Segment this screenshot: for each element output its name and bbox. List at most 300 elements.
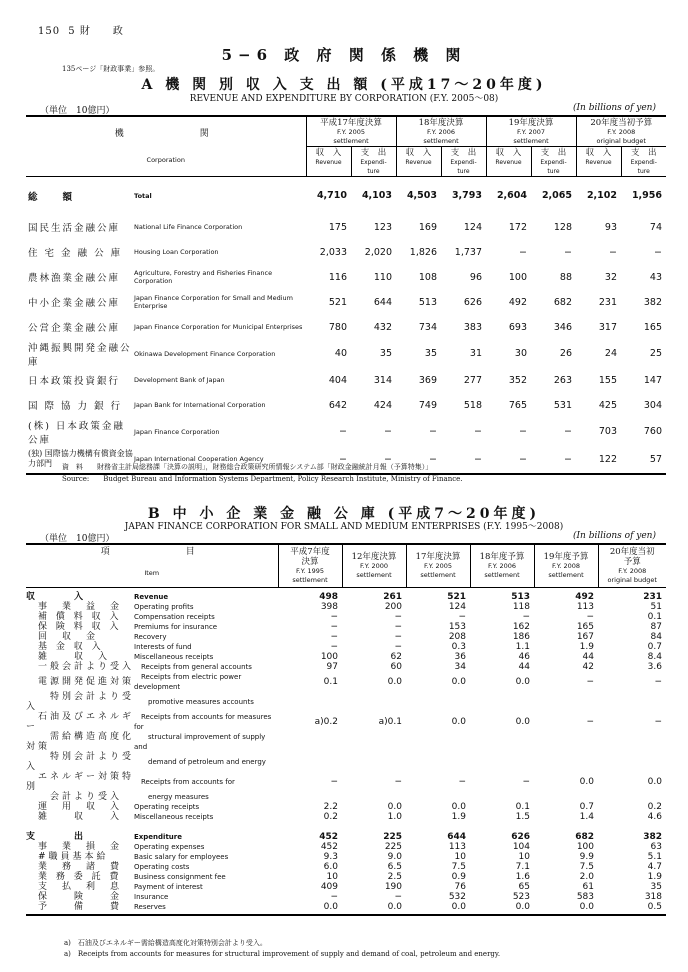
cell-value: 0.5 — [647, 902, 662, 912]
row-label-jp: 国 際 協 力 銀 行 — [28, 401, 123, 412]
cell-value: 65 — [518, 882, 530, 892]
cell-value: 100 — [508, 271, 527, 283]
row-label-jp: 日本政策投資銀行 — [28, 376, 121, 387]
cell-value: 84 — [650, 632, 662, 642]
cell-value: 61 — [582, 882, 594, 892]
table-row — [26, 882, 666, 892]
cell-value: 44 — [582, 652, 594, 662]
table-a-title: A 機 関 別 収 入 支 出 額 (平成17～20年度) — [141, 77, 547, 93]
cell-value: 6.0 — [323, 862, 338, 872]
cell-value: 492 — [508, 296, 527, 308]
table-row — [26, 662, 666, 672]
cell-value: 626 — [463, 296, 482, 308]
cell-value: 100 — [320, 652, 338, 662]
cell-value: 765 — [508, 399, 527, 411]
cell-value: 231 — [643, 592, 662, 602]
cell-value: 452 — [320, 842, 338, 852]
cell-value: − — [394, 612, 402, 622]
row-label-jp: 回 収 金 — [26, 632, 99, 642]
cell-value: 521 — [328, 296, 347, 308]
row-label-en: Basic salary for employees — [134, 853, 229, 861]
cell-value: 231 — [598, 296, 617, 308]
cell-value: − — [339, 453, 347, 465]
year-jp: 平成17年度決算 — [320, 118, 382, 128]
cell-value: 0.7 — [579, 802, 594, 812]
cell-value: 10 — [454, 852, 466, 862]
cell-value: − — [330, 622, 338, 632]
row-label-en: Development Bank of Japan — [134, 376, 225, 384]
cell-value: − — [458, 777, 466, 787]
cell-value: 346 — [553, 321, 572, 333]
cell-value: − — [586, 677, 594, 687]
row-label-jp: 特別会計より受入 — [26, 692, 135, 712]
table-row — [26, 822, 666, 842]
row-label-jp: 沖縄振興開発金融公庫 — [28, 342, 132, 368]
cell-value: − — [330, 632, 338, 642]
cell-value: 0.9 — [451, 872, 466, 882]
expenditure-header — [531, 147, 576, 177]
table-a-source-jp: 資 料 財務省主計局総務課「決算の説明」，財務総合政策研究所情報システム部「財政金融統計月報（予算特集）」 — [62, 463, 433, 471]
cell-value: 0.1 — [647, 612, 662, 622]
table-row — [26, 612, 666, 622]
rev-en: Revenue — [585, 159, 612, 166]
cell-value: 5.1 — [647, 852, 662, 862]
table-row — [26, 842, 666, 852]
exp-jp: 支 出 — [450, 148, 477, 158]
row-label-jp: 石油及びエネルギー — [26, 712, 135, 732]
table-row — [26, 215, 666, 240]
cell-value: 165 — [576, 622, 594, 632]
table-a-source-en: Source: Budget Bureau and Information Systems Department, Policy Research Institute, Ministry of Finance. — [62, 475, 463, 483]
year-en-type: settlement — [548, 571, 584, 579]
row-label-en: promotive measures accounts — [134, 698, 254, 706]
row-label-en: Operating expenses — [134, 843, 205, 851]
cell-value: 0.0 — [647, 777, 662, 787]
cell-value: 1.0 — [387, 812, 402, 822]
cell-value: 404 — [328, 374, 347, 386]
year-header — [534, 544, 598, 588]
cell-value: 1.9 — [647, 872, 662, 882]
cell-value: − — [384, 453, 392, 465]
row-label-jp: 支 出 — [26, 832, 87, 842]
cell-value: 25 — [649, 348, 662, 359]
row-label-en: Receipts from accounts for — [134, 778, 235, 786]
row-label-jp: 予 備 費 — [26, 902, 123, 912]
cell-value: − — [564, 246, 572, 258]
rev-jp: 収 入 — [585, 148, 612, 158]
cell-value: 2,102 — [586, 190, 617, 202]
row-label-jp: (独) 国際協力機構有償資金協力部門 — [28, 449, 133, 468]
cell-value: 644 — [447, 832, 466, 842]
cell-value: 531 — [553, 399, 572, 411]
cell-value: 682 — [553, 296, 572, 308]
year-en-type: settlement — [356, 571, 392, 579]
cell-value: 317 — [598, 321, 617, 333]
cell-value: 383 — [463, 321, 482, 333]
year-en-type: settlement — [420, 571, 456, 579]
cell-value: 1.1 — [515, 642, 530, 652]
cell-value: − — [519, 426, 527, 437]
rev-en: Revenue — [495, 159, 522, 166]
cell-value: − — [330, 612, 338, 622]
table-row — [26, 772, 666, 792]
cell-value: 46 — [518, 652, 530, 662]
rev-en: Revenue — [315, 159, 342, 166]
cell-value: − — [522, 777, 530, 787]
row-label-en: National Life Finance Corporation — [134, 223, 243, 231]
year-jp: 18年度予算 — [479, 552, 525, 562]
year-header — [396, 116, 486, 147]
row-label-en: Receipts from accounts for measures for — [134, 713, 272, 731]
cell-value: 4.7 — [647, 862, 662, 872]
year-header — [486, 116, 576, 147]
cell-value: 0.0 — [451, 802, 466, 812]
cell-value: − — [564, 426, 572, 437]
page-number: 150 — [38, 26, 61, 37]
cell-value: 0.0 — [387, 902, 402, 912]
table-row — [26, 622, 666, 632]
cell-value: 225 — [384, 842, 402, 852]
cell-value: − — [330, 777, 338, 787]
cell-value: 44 — [518, 662, 530, 672]
row-label-en: structural improvement of supply and — [134, 733, 266, 751]
row-label-en: Miscellaneous receipts — [134, 653, 214, 661]
cell-value: 314 — [373, 374, 392, 386]
cell-value: 382 — [643, 832, 662, 842]
row-label-jp: 業 務 委 託 費 — [26, 872, 122, 882]
cell-value: 36 — [454, 652, 466, 662]
col-label-jp: 機 関 — [114, 129, 217, 140]
row-label-en: Expenditure — [134, 833, 182, 841]
cell-value — [342, 792, 406, 802]
cell-value — [406, 752, 470, 772]
cell-value: − — [522, 612, 530, 622]
cell-value: 0.0 — [515, 902, 530, 912]
cell-value: 432 — [373, 321, 392, 333]
row-label-en: demand of petroleum and energy — [134, 758, 266, 766]
exp-en: Expendi- ture — [360, 159, 387, 175]
cell-value: 424 — [373, 399, 392, 411]
cell-value: 642 — [328, 399, 347, 411]
row-label-jp: 事 業 益 金 — [26, 602, 123, 612]
row-label-jp: 保 険 料 収 入 — [26, 622, 122, 632]
cell-value: 1,956 — [631, 190, 662, 202]
year-en-type: settlement — [333, 137, 369, 145]
table-a-unit-right: (In billions of yen) — [572, 103, 656, 113]
row-label-jp: 業 務 諸 費 — [26, 862, 123, 872]
cell-value: 123 — [373, 221, 392, 233]
cell-value: 703 — [598, 426, 617, 437]
year-jp: 20年度当初予算 — [609, 547, 655, 567]
cell-value: 0.0 — [451, 677, 466, 687]
table-row — [26, 177, 666, 215]
cell-value: − — [394, 622, 402, 632]
cell-value — [534, 692, 598, 712]
cell-value: − — [339, 426, 347, 437]
cell-value: 521 — [447, 592, 466, 602]
cell-value — [534, 792, 598, 802]
table-row — [26, 315, 666, 340]
cell-value: 40 — [334, 348, 347, 359]
exp-jp: 支 出 — [630, 148, 657, 158]
year-en-type: settlement — [423, 137, 459, 145]
exp-en: Expendi- ture — [450, 159, 477, 175]
row-label-jp: 事 業 損 金 — [26, 842, 123, 852]
row-label-jp: 中小企業金融公庫 — [28, 298, 121, 309]
cell-value: 1.6 — [515, 872, 530, 882]
row-label-en: Receipts from electric power development — [134, 673, 242, 691]
year-jp: 20年度当初予算 — [590, 118, 653, 128]
subheader-row — [26, 147, 666, 177]
year-header — [406, 544, 470, 588]
cell-value: 124 — [448, 602, 466, 612]
cell-value: 147 — [643, 374, 662, 386]
cell-value — [342, 692, 406, 712]
row-label-jp: 特別会計より受入 — [26, 752, 135, 772]
section-title: 5−6 政 府 関 係 機 関 — [221, 46, 467, 64]
cell-value: 155 — [598, 374, 617, 386]
table-row — [26, 602, 666, 612]
cell-value: 261 — [383, 592, 402, 602]
revenue-header — [486, 147, 531, 177]
cell-value: 30 — [514, 348, 527, 359]
row-label-jp: 運 用 収 入 — [26, 802, 123, 812]
table-b-unit-left: （単位 10億円） — [40, 534, 115, 544]
row-label-en: Miscellaneous receipts — [134, 813, 214, 821]
cell-value: − — [519, 453, 527, 465]
cell-value: 8.4 — [647, 652, 662, 662]
exp-en: Expendi- ture — [630, 159, 657, 175]
row-label-en: energy measures — [134, 793, 209, 801]
cell-value: 4.6 — [647, 812, 662, 822]
revenue-header — [576, 147, 621, 177]
cell-value: − — [330, 892, 338, 902]
cell-value: 57 — [649, 453, 662, 465]
cell-value: 96 — [469, 271, 482, 283]
cell-value — [278, 692, 342, 712]
row-label-jp: 一般会計より受入 — [26, 662, 135, 672]
cell-value: 2.5 — [387, 872, 402, 882]
cell-value: 7.1 — [515, 862, 530, 872]
year-jp: 19年度決算 — [508, 118, 554, 128]
cell-value: 35 — [379, 348, 392, 359]
cell-value: − — [384, 426, 392, 437]
cell-value: 186 — [512, 632, 530, 642]
header-row — [26, 544, 666, 588]
year-en: F.Y. 2008 — [618, 567, 647, 575]
table-row — [26, 368, 666, 393]
cell-value: − — [330, 642, 338, 652]
cell-value: − — [458, 612, 466, 622]
table-row — [26, 393, 666, 418]
row-label-en: Insurance — [134, 893, 169, 901]
cell-value: 2.2 — [323, 802, 338, 812]
exp-en: Expendi- ture — [540, 159, 567, 175]
cell-value: 4,503 — [406, 190, 437, 202]
row-label-en: Compensation receipts — [134, 613, 215, 621]
row-label-jp: 補 償 料 収 入 — [26, 612, 122, 622]
year-header — [576, 116, 666, 147]
cell-value — [278, 732, 342, 752]
cell-value — [470, 692, 534, 712]
cell-value: 190 — [384, 882, 402, 892]
row-label-en: Japan International Cooperation Agency — [134, 455, 264, 463]
cell-value: 382 — [643, 296, 662, 308]
cell-value: 513 — [511, 592, 530, 602]
cell-value: 6.5 — [387, 862, 402, 872]
cell-value: 10 — [326, 872, 338, 882]
row-label-en: Receipts from general accounts — [134, 663, 252, 671]
row-label-en: Interests of fund — [134, 643, 192, 651]
table-row — [26, 290, 666, 315]
row-label-en: Japan Bank for International Corporation — [134, 401, 266, 409]
cell-value: 35 — [650, 882, 662, 892]
cell-value: 9.3 — [323, 852, 338, 862]
cell-value: 2,065 — [541, 190, 572, 202]
cell-value: 167 — [576, 632, 594, 642]
table-row — [26, 752, 666, 772]
year-header — [598, 544, 666, 588]
cell-value: 4,103 — [361, 190, 392, 202]
table-b-footnote-jp: a) 石油及びエネルギー需給構造高度化対策特別会計より受入。 — [64, 939, 267, 947]
table-row — [26, 240, 666, 265]
year-jp: 平成7年度決算 — [290, 547, 330, 567]
table-row — [26, 652, 666, 662]
row-label-en: Payment of interest — [134, 883, 203, 891]
table-row — [26, 588, 666, 603]
col-label-en: Item — [144, 569, 160, 577]
table-a-subtitle: REVENUE AND EXPENDITURE BY CORPORATION (F.Y. 2005～08) — [189, 94, 499, 104]
year-en-type: settlement — [484, 571, 520, 579]
year-en: F.Y. 2008 — [551, 562, 581, 570]
year-en-type: settlement — [513, 137, 549, 145]
year-jp: 18年度決算 — [418, 118, 464, 128]
cell-value: − — [609, 246, 617, 258]
expenditure-header — [441, 147, 486, 177]
year-en-type: settlement — [292, 576, 328, 584]
cell-value: 108 — [418, 271, 437, 283]
cell-value: 626 — [511, 832, 530, 842]
cell-value: 0.0 — [579, 902, 594, 912]
row-label-en: Operating profits — [134, 603, 194, 611]
row-label-jp: 農林漁業金融公庫 — [28, 273, 121, 284]
cell-value: 1,826 — [409, 246, 437, 258]
row-label-jp: 電源開発促進対策 — [26, 677, 135, 687]
cell-value — [534, 752, 598, 772]
cell-value: 0.1 — [323, 677, 338, 687]
cell-value — [278, 752, 342, 772]
row-label-jp: エネルギー対策特別 — [26, 772, 135, 792]
year-en: F.Y. 2006 — [487, 562, 517, 570]
cell-value: 734 — [418, 321, 437, 333]
row-label-jp: 住 宅 金 融 公 庫 — [28, 248, 123, 259]
cell-value: 2,604 — [496, 190, 527, 202]
table-row — [26, 632, 666, 642]
cell-value: 425 — [598, 399, 617, 411]
table-row — [26, 852, 666, 862]
row-label-en: Business consignment fee — [134, 873, 226, 881]
cell-value: 0.0 — [515, 717, 530, 727]
col-label — [26, 544, 278, 588]
row-label-jp: 支 払 利 息 — [26, 882, 123, 892]
table-row — [26, 902, 666, 915]
reference-note: 135ページ「財政事業」参照。 — [62, 65, 160, 73]
cell-value: 9.9 — [579, 852, 594, 862]
table-row — [26, 712, 666, 732]
cell-value: 0.0 — [387, 677, 402, 687]
row-label-jp: 会計より受入 — [26, 792, 123, 802]
cell-value: 7.5 — [451, 862, 466, 872]
cell-value: 693 — [508, 321, 527, 333]
table-row — [26, 892, 666, 902]
cell-value: 32 — [604, 271, 617, 283]
row-label-en: Japan Finance Corporation for Small and Medium Enterprise — [134, 294, 293, 310]
cell-value: 513 — [418, 296, 437, 308]
row-label-jp: 保 険 金 — [26, 892, 123, 902]
cell-value: 4,710 — [316, 190, 347, 202]
cell-value: 165 — [643, 321, 662, 333]
row-label-en: Japan Finance Corporation — [134, 427, 220, 436]
chapter-label: 5 財 政 — [68, 26, 124, 37]
cell-value: − — [654, 717, 662, 727]
cell-value: 518 — [463, 399, 482, 411]
cell-value: − — [654, 677, 662, 687]
table-b-unit-right: (In billions of yen) — [572, 531, 656, 541]
cell-value: 0.0 — [387, 802, 402, 812]
year-en: F.Y. 2005 — [336, 128, 366, 136]
year-en: F.Y. 2007 — [516, 128, 546, 136]
rev-jp: 収 入 — [405, 148, 432, 158]
cell-value — [406, 692, 470, 712]
row-label-jp: 収 入 — [26, 592, 87, 602]
cell-value: − — [429, 453, 437, 465]
year-jp: 19年度予算 — [543, 552, 589, 562]
cell-value: 93 — [604, 221, 617, 233]
cell-value: 31 — [469, 348, 482, 359]
cell-value — [470, 792, 534, 802]
expenditure-header — [621, 147, 666, 177]
year-header — [342, 544, 406, 588]
cell-value: 113 — [576, 602, 594, 612]
cell-value: 225 — [383, 832, 402, 842]
cell-value: 760 — [643, 426, 662, 437]
cell-value — [598, 732, 666, 752]
row-label-en: Japan Finance Corporation for Municipal Enterprises — [134, 323, 303, 331]
cell-value: 1.4 — [579, 812, 594, 822]
cell-value: 87 — [650, 622, 662, 632]
cell-value: 172 — [508, 221, 527, 233]
year-en-type: original budget — [607, 576, 657, 584]
cell-value — [598, 752, 666, 772]
cell-value: 0.0 — [579, 777, 594, 787]
cell-value: 749 — [418, 399, 437, 411]
row-label-en: Revenue — [134, 593, 169, 601]
row-label-jp: 基 金 収 入 — [26, 642, 104, 652]
cell-value — [598, 792, 666, 802]
cell-value — [470, 752, 534, 772]
cell-value: 100 — [576, 842, 594, 852]
cell-value: 0.2 — [323, 812, 338, 822]
cell-value: 113 — [448, 842, 466, 852]
table-row — [26, 642, 666, 652]
row-label-en: Okinawa Development Finance Corporation — [134, 349, 276, 358]
table-row — [26, 792, 666, 802]
cell-value: 88 — [559, 271, 572, 283]
row-label-jp: 需給構造高度化対策 — [26, 732, 135, 752]
col-label-jp: 項 目 — [100, 547, 203, 557]
cell-value: 104 — [512, 842, 530, 852]
cell-value: 10 — [518, 852, 530, 862]
